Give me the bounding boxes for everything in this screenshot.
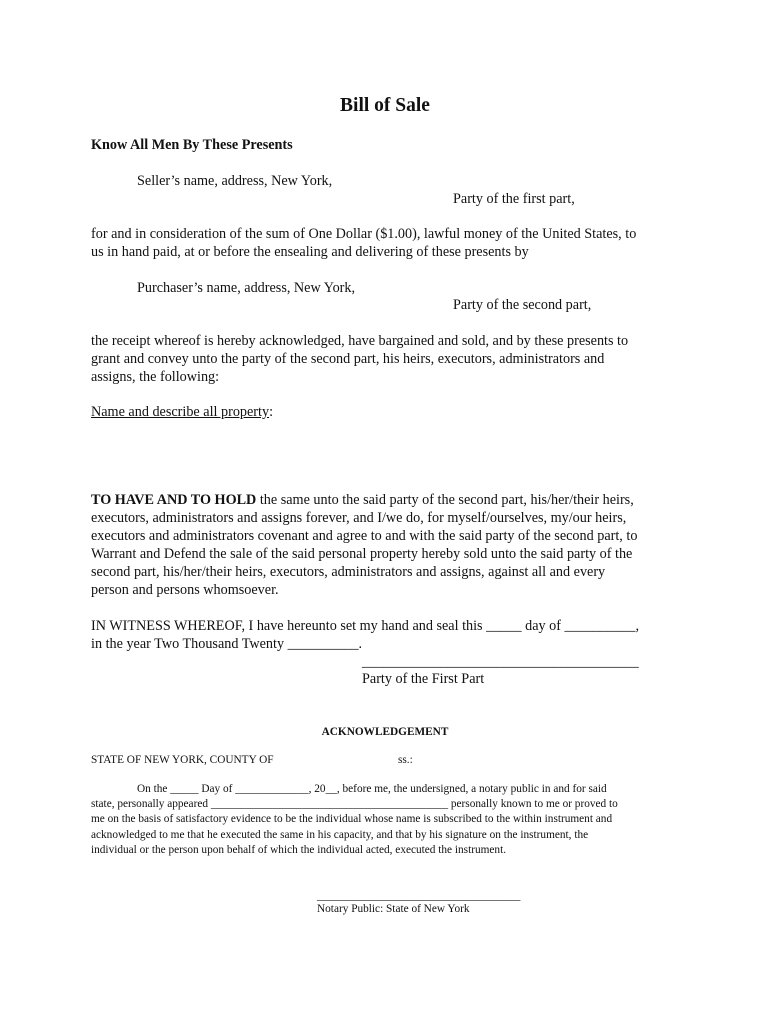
consideration-line-1: for and in consideration of the sum of One Dollar ($1.00), lawful money of the United States, to xyxy=(91,226,637,242)
purchaser-line: Purchaser’s name, address, New York, xyxy=(137,280,356,296)
habendum-line-3: executors and administrators covenant and agree to and with the said party of the second part, to xyxy=(91,528,638,544)
habendum-line-1-text: the same unto the said party of the second part, his/her/their heirs, xyxy=(256,492,634,508)
receipt-line-3: assigns, the following: xyxy=(91,369,220,385)
ack-line-3: me on the basis of satisfactory evidence to be the individual whose name is subscribed to the within instrument and xyxy=(91,813,613,825)
property-colon: : xyxy=(269,404,274,420)
signature-line: _______________________________________ xyxy=(362,654,639,670)
property-label-row xyxy=(91,403,273,421)
ack-line-4: acknowledged to me that he executed the same in his capacity, and that by his signature on the instrument, the xyxy=(91,829,589,841)
property-label: Name and describe all property xyxy=(91,404,270,420)
ack-line-5: individual or the person upon behalf of which the individual acted, executed the instrument. xyxy=(91,844,507,856)
state-county-line: STATE OF NEW YORK, COUNTY OF xyxy=(91,754,274,766)
acknowledgement-heading: ACKNOWLEDGEMENT xyxy=(321,726,449,738)
habendum-line-4: Warrant and Defend the sale of the said personal property hereby sold unto the said party of the xyxy=(91,546,633,562)
ack-line-2: state, personally appeared __________________________________________ personally known to me or proved to xyxy=(91,798,618,810)
witness-line-1: IN WITNESS WHEREOF, I have hereunto set my hand and seal this _____ day of __________, xyxy=(91,618,640,634)
notary-label: Notary Public: State of New York xyxy=(317,903,470,915)
receipt-line-1: the receipt whereof is hereby acknowledged, have bargained and sold, and by these presents to xyxy=(91,333,629,349)
document-title: Bill of Sale xyxy=(340,95,430,116)
seller-line: Seller’s name, address, New York, xyxy=(137,173,333,189)
witness-line-2: in the year Two Thousand Twenty __________. xyxy=(91,636,363,652)
habendum-line-5: second part, his/her/their heirs, executors, administrators and assigns, against all and every xyxy=(91,564,606,580)
ss-label: ss.: xyxy=(398,754,413,766)
first-party-label: Party of the first part, xyxy=(453,191,575,207)
habendum-line-1 xyxy=(91,491,634,509)
notary-signature-line: ____________________________________ xyxy=(317,890,521,902)
habendum-line-2: executors, administrators and assigns forever, and I/we do, for myself/ourselves, my/our heirs, xyxy=(91,510,627,526)
intro-heading: Know All Men By These Presents xyxy=(91,137,293,153)
receipt-line-2: grant and convey unto the party of the second part, his heirs, executors, administrators and xyxy=(91,351,605,367)
ack-line-1: On the _____ Day of _____________, 20__, before me, the undersigned, a notary public in and for said xyxy=(137,783,607,795)
signature-label: Party of the First Part xyxy=(362,671,485,687)
second-party-label: Party of the second part, xyxy=(453,297,592,313)
habendum-heading: TO HAVE AND TO HOLD xyxy=(91,492,257,508)
habendum-line-6: person and persons whomsoever. xyxy=(91,582,279,598)
consideration-line-2: us in hand paid, at or before the ensealing and delivering of these presents by xyxy=(91,244,529,260)
